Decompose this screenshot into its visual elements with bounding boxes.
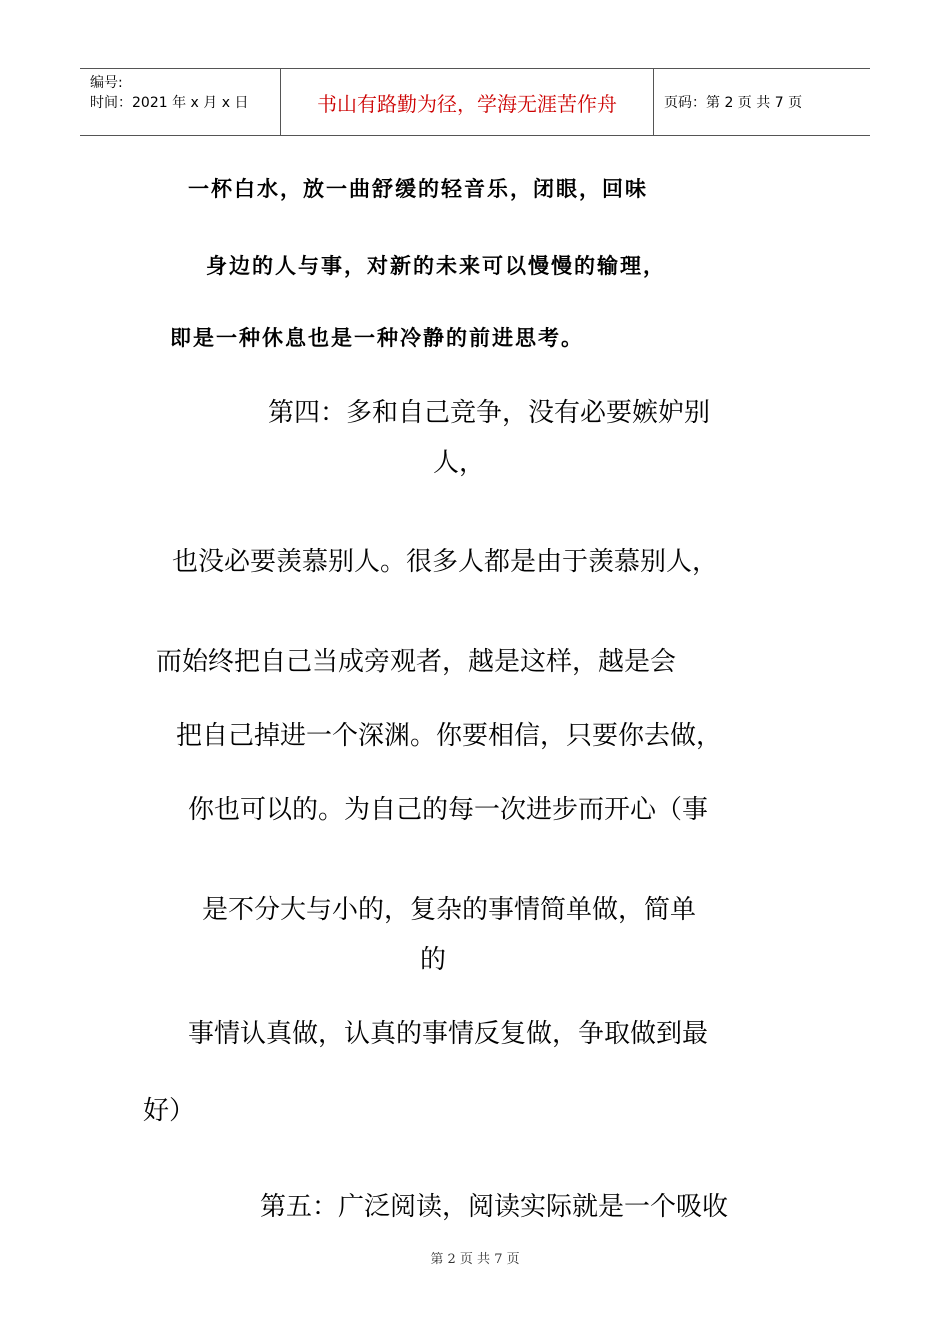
header-motto: 书山有路勤为径，学海无涯苦作舟: [281, 69, 654, 135]
text-line-2: 身边的人与事，对新的未来可以慢慢的输理，: [206, 254, 666, 278]
text-line-6: 也没必要羡慕别人。很多人都是由于羡慕别人，: [172, 547, 719, 577]
text-line-1: 一杯白水，放一曲舒缓的轻音乐，闭眼，回味: [188, 177, 648, 201]
text-line-4: 第四：多和自己竞争，没有必要嫉妒别: [268, 398, 711, 428]
text-line-8: 把自己掉进一个深渊。你要相信，只要你去做，: [176, 721, 723, 751]
page-header: [80, 68, 870, 136]
time-label: 时间：2021 年 x 月 x 日: [90, 95, 249, 111]
text-line-7: 而始终把自己当成旁观者，越是这样，越是会: [156, 647, 677, 677]
text-line-11: 的: [420, 945, 447, 975]
text-line-13: 好）: [143, 1096, 196, 1126]
text-line-14: 第五：广泛阅读，阅读实际就是一个吸收: [260, 1192, 729, 1222]
page-footer: 第 2 页 共 7 页: [430, 1252, 520, 1267]
number-label: 编号:: [90, 75, 123, 91]
text-line-3: 即是一种休息也是一种冷静的前进思考。: [170, 326, 584, 350]
text-line-9: 你也可以的。为自己的每一次进步而开心（事: [188, 795, 709, 825]
header-page-info: 页码：第 2 页 共 7 页: [664, 95, 803, 111]
header-meta: [80, 69, 281, 135]
text-line-12: 事情认真做，认真的事情反复做，争取做到最: [188, 1019, 709, 1049]
text-line-10: 是不分大与小的，复杂的事情简单做，简单: [202, 895, 697, 925]
text-line-5: 人，: [433, 448, 486, 478]
